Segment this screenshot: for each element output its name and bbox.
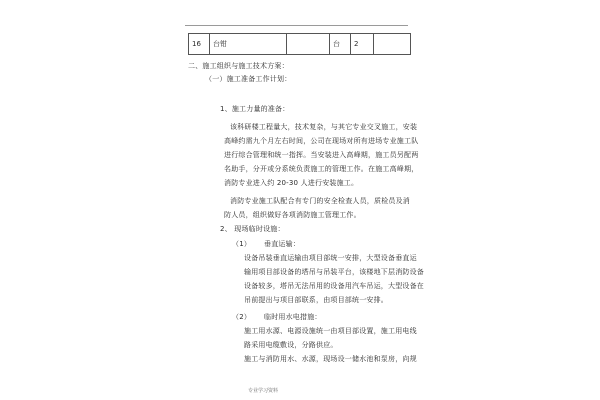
paragraph-line: 施工用水源、电源设施统一由项目部设置，施工用电线: [244, 327, 417, 335]
sub1-title: 垂直运输：: [264, 240, 300, 248]
paragraph-line: 输用项目部设备的塔吊与吊装平台，该楼地下层消防设备: [244, 268, 424, 276]
paragraph-line: 设备较多，塔吊无法吊用的设备用汽车吊运，大型设备在: [244, 282, 424, 290]
paragraph-line: 该科研楼工程量大，技术复杂，与其它专业交叉施工，安装: [230, 123, 418, 131]
footer-text: 专业学习资料: [248, 388, 279, 394]
section-title: 二、施工组织与施工技术方案：: [188, 62, 289, 70]
subsection-title: （一）施工准备工作计划：: [205, 75, 292, 83]
paragraph-line: 消防专业施工队配合有专门的安全检查人员，质检员及消: [230, 197, 410, 205]
paragraph-line: 消防专业进入约 20-30 人进行安装施工。: [224, 179, 359, 187]
paragraph-line: 防人员，组织做好各项消防施工管理工作。: [224, 211, 361, 219]
paragraph-line: 进行综合管理和统一指挥。当安装进入高峰期，施工员另配两: [224, 151, 419, 159]
paragraph-line: 吊前提出与项目部联系，由项目部统一安排。: [244, 296, 388, 304]
table-cell-remark: [374, 34, 411, 55]
sub2-label: （2）: [232, 313, 252, 321]
table-cell-index: 16: [189, 34, 210, 55]
item1-heading: 1、施工力量的准备：: [220, 105, 290, 113]
table-cell-quantity: 2: [351, 34, 374, 55]
paragraph-line: 名助手，分开或分系统负责施工的管理工作。在施工高峰期，: [224, 165, 419, 173]
sub2-title: 临时用水电措施：: [264, 313, 322, 321]
table-cell-name: 台钳: [210, 34, 287, 55]
paragraph-line: 设备吊装垂直运输由项目部统一安排，大型设备垂直运: [244, 254, 417, 262]
table-cell-unit: 台: [330, 34, 351, 55]
item2-heading: 2、 现场临时设施：: [220, 225, 285, 233]
paragraph-line: 路采用电缆敷设，分路供应。: [244, 341, 338, 349]
equipment-table: [188, 33, 411, 55]
paragraph-line: 施工与消防用水、水源，现场设一储水池和泵房，向规: [244, 355, 417, 363]
top-rule: [185, 25, 408, 26]
table-cell-spec: [287, 34, 330, 55]
paragraph-line: 高峰约需九个月左右时间，公司在现场对所有进场专业施工队: [224, 137, 419, 145]
table-row: [189, 34, 411, 55]
sub1-label: （1）: [232, 240, 252, 248]
